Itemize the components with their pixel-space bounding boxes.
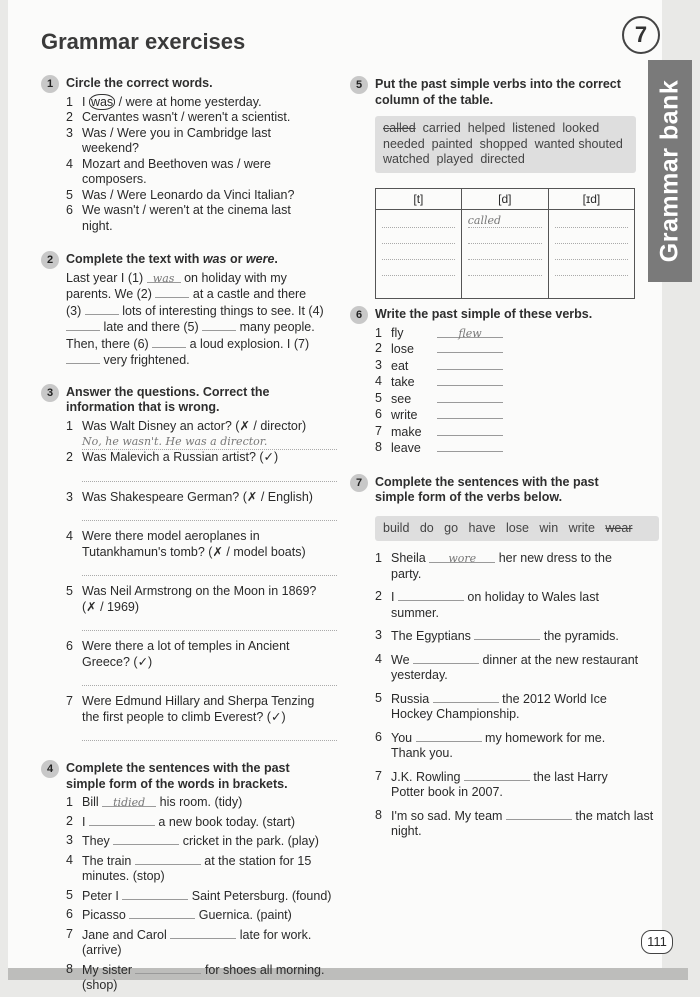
exercise-number-badge: 1 <box>41 75 59 93</box>
word-chip: shouted <box>578 136 623 151</box>
list-item: 7 Jane and Carol late for work. (arrive) <box>66 926 312 957</box>
table-cell[interactable]: called <box>461 210 548 299</box>
answer-blank[interactable]: flew <box>437 326 503 338</box>
answer-blank[interactable] <box>170 927 236 939</box>
answer-blank[interactable]: wore <box>429 551 495 563</box>
exercise-heading: Circle the correct words. <box>66 76 213 90</box>
list-item: 5 Was / Were Leonardo da Vinci Italian? <box>66 187 295 202</box>
answer-line[interactable] <box>82 466 337 482</box>
answer-blank[interactable] <box>113 833 179 845</box>
answer-blank[interactable]: tidied <box>102 795 156 807</box>
word-chip: build <box>383 520 410 535</box>
answer-blank[interactable] <box>129 907 195 919</box>
list-item: 5 Peter I Saint Petersburg. (found) <box>66 887 332 903</box>
list-item: 5 see <box>375 391 640 408</box>
list-item: 6 Picasso Guernica. (paint) <box>66 907 292 922</box>
exercise-1 <box>41 76 341 234</box>
exercise-number-badge: 2 <box>41 251 59 269</box>
answer-blank[interactable] <box>464 769 530 781</box>
word-box <box>375 116 636 173</box>
word-box <box>375 516 659 542</box>
word-chip: directed <box>480 152 525 166</box>
column-header: [t] <box>376 189 462 210</box>
answer-blank[interactable] <box>89 814 155 826</box>
gap-fill-text: Last year I (1) was on holiday with my parents. We (2) at a castle and there (3) lots of interesting things to see. It (4) late and there (5) many people. Then, there (6) a loud explosion. I (7) very frightened. <box>66 270 324 367</box>
list-item: 1 I was / were at home yesterday. <box>66 94 262 109</box>
answer-blank[interactable] <box>202 319 236 331</box>
question-item: 7 Were Edmund Hillary and Sherpa Tenzing the first people to climb Everest? (✓) <box>66 694 315 724</box>
answer-blank[interactable] <box>152 336 186 348</box>
word-chip: wanted <box>534 136 575 151</box>
word-chip: carried <box>422 121 461 135</box>
word-chip: listened <box>512 121 556 135</box>
answer-blank[interactable] <box>437 341 503 353</box>
exercise-6 <box>350 307 640 457</box>
column-header: [ɪd] <box>548 189 634 210</box>
exercise-4 <box>41 761 341 994</box>
answer-line[interactable] <box>82 560 337 576</box>
word-chip: played <box>436 152 474 166</box>
exercise-5 <box>350 77 640 173</box>
list-item: 3 Was / Were you in Cambridge last weekend? <box>66 125 271 155</box>
word-chip: needed <box>383 136 425 151</box>
answer-line[interactable] <box>82 615 337 631</box>
list-item: 3 eat <box>375 358 640 375</box>
answer-blank[interactable] <box>122 888 188 900</box>
exercise-heading: Write the past simple of these verbs. <box>375 307 593 321</box>
answer-blank[interactable] <box>135 853 201 865</box>
question-item: 1 Was Walt Disney an actor? (✗ / director) <box>66 418 307 433</box>
exercise-heading: Put the past simple verbs into the correct column of the table. <box>375 77 621 107</box>
list-item: 2 I a new book today. (start) <box>66 813 296 829</box>
exercise-3 <box>41 385 341 742</box>
word-chip: have <box>468 520 496 535</box>
answer-blank[interactable]: was <box>147 271 181 283</box>
answer-blank[interactable] <box>66 319 100 331</box>
circled-answer: was <box>90 94 114 109</box>
answer-blank[interactable] <box>506 808 572 820</box>
table-cell[interactable] <box>548 210 634 299</box>
word-chip: write <box>568 520 595 535</box>
exercise-number-badge: 6 <box>350 306 368 324</box>
sound-table <box>375 188 635 299</box>
answer-blank[interactable] <box>437 358 503 370</box>
word-chip: lose <box>506 520 529 535</box>
table-cell[interactable] <box>376 210 462 299</box>
list-item: 1 Sheila wore her new dress to the party. <box>375 551 612 581</box>
answer-line[interactable]: No, he wasn't. He was a director. <box>82 434 337 450</box>
answer-blank[interactable] <box>437 374 503 386</box>
list-item: 6 write <box>375 407 640 424</box>
list-item: 2 I on holiday to Wales last summer. <box>375 589 599 620</box>
list-item: 8 My sister for shoes all morning. (shop) <box>66 961 325 992</box>
answer-blank[interactable] <box>85 303 119 315</box>
list-item: 4 The train at the station for 15 minutes. (stop) <box>66 852 312 883</box>
exercise-number-badge: 4 <box>41 760 59 778</box>
list-item: 7 J.K. Rowling the last Harry Potter book in 2007. <box>375 768 608 799</box>
column-header: [d] <box>461 189 548 210</box>
answer-blank[interactable] <box>398 589 464 601</box>
list-item: 8 I'm so sad. My team the match last night. <box>375 807 654 838</box>
word-chip: painted <box>431 136 473 151</box>
exercise-number-badge: 7 <box>350 474 368 492</box>
answer-blank[interactable] <box>437 407 503 419</box>
exercise-2: 2 Complete the text with was or were. Last year I (1) was on holiday with my parents. We (2) at a castle and there (3) lots of interesting things to see. It (4) late and there (5) many people. Then, there (6) a loud explosion. I (7) very frightened. <box>41 252 341 369</box>
answer-line[interactable] <box>82 505 337 521</box>
word-chip: go <box>444 520 459 535</box>
word-chip: shopped <box>479 136 528 151</box>
answer-blank[interactable] <box>416 730 482 742</box>
answer-blank[interactable] <box>155 286 189 298</box>
word-chip: wear <box>605 520 633 535</box>
list-item: 7 make <box>375 424 640 441</box>
answer-blank[interactable] <box>433 691 499 703</box>
answer-blank[interactable] <box>437 391 503 403</box>
question-item: 6 Were there a lot of temples in Ancient Greece? (✓) <box>66 639 290 669</box>
word-chip: win <box>539 520 559 535</box>
list-item: 2 Cervantes wasn't / weren't a scientist. <box>66 110 291 124</box>
exercise-number-badge: 5 <box>350 76 368 94</box>
list-item: 5 Russia the 2012 World Ice Hockey Championship. <box>375 690 607 721</box>
page-number: 111 <box>641 930 673 954</box>
exercise-number-badge: 3 <box>41 384 59 402</box>
answer-line[interactable] <box>82 725 337 741</box>
answer-blank[interactable] <box>474 628 540 640</box>
exercise-heading: Complete the sentences with the past simple form of the words in brackets. <box>66 761 290 791</box>
list-item: 4 We dinner at the new restaurant yesterday. <box>375 651 639 682</box>
question-item: 5 Was Neil Armstrong on the Moon in 1869? (✗ / 1969) <box>66 584 317 614</box>
exercise-heading: Complete the sentences with the past simple form of the verbs below. <box>375 474 599 504</box>
question-item: 2 Was Malevich a Russian artist? (✓) <box>66 450 279 464</box>
question-item: 4 Were there model aeroplanes in Tutankhamun's tomb? (✗ / model boats) <box>66 529 306 559</box>
answer-blank[interactable] <box>135 962 201 974</box>
answer-blank[interactable] <box>437 440 503 452</box>
list-item: 6 You my homework for me. Thank you. <box>375 729 606 760</box>
list-item: 8 leave <box>375 440 640 457</box>
grammar-bank-tab-label: Grammar bank <box>655 79 684 263</box>
list-item: 4 Mozart and Beethoven was / were composers. <box>66 156 271 186</box>
list-item: 3 They cricket in the park. (play) <box>66 833 319 848</box>
unit-number-badge: 7 <box>622 16 660 54</box>
word-chip: watched <box>383 152 430 166</box>
word-chip: looked <box>562 121 600 135</box>
answer-blank[interactable] <box>437 424 503 436</box>
word-chip: do <box>419 520 434 535</box>
word-chip: helped <box>467 121 506 135</box>
exercise-7 <box>350 474 654 840</box>
list-item: 1 fly flew <box>375 326 640 342</box>
list-item: 6 We wasn't / weren't at the cinema last night. <box>66 203 291 233</box>
exercise-heading: Answer the questions. Correct the information that is wrong. <box>66 384 270 414</box>
list-item: 2 lose <box>375 341 640 358</box>
word-chip: called <box>383 121 416 135</box>
answer-blank[interactable] <box>66 352 100 364</box>
list-item: 4 take <box>375 374 640 391</box>
question-item: 3 Was Shakespeare German? (✗ / English) <box>66 489 313 504</box>
list-item: 3 The Egyptians the pyramids. <box>375 628 619 643</box>
answer-line[interactable] <box>82 670 337 686</box>
page-title: Grammar exercises <box>41 29 246 54</box>
answer-blank[interactable] <box>413 652 479 664</box>
list-item: 1 Bill tidied his room. (tidy) <box>66 795 243 809</box>
